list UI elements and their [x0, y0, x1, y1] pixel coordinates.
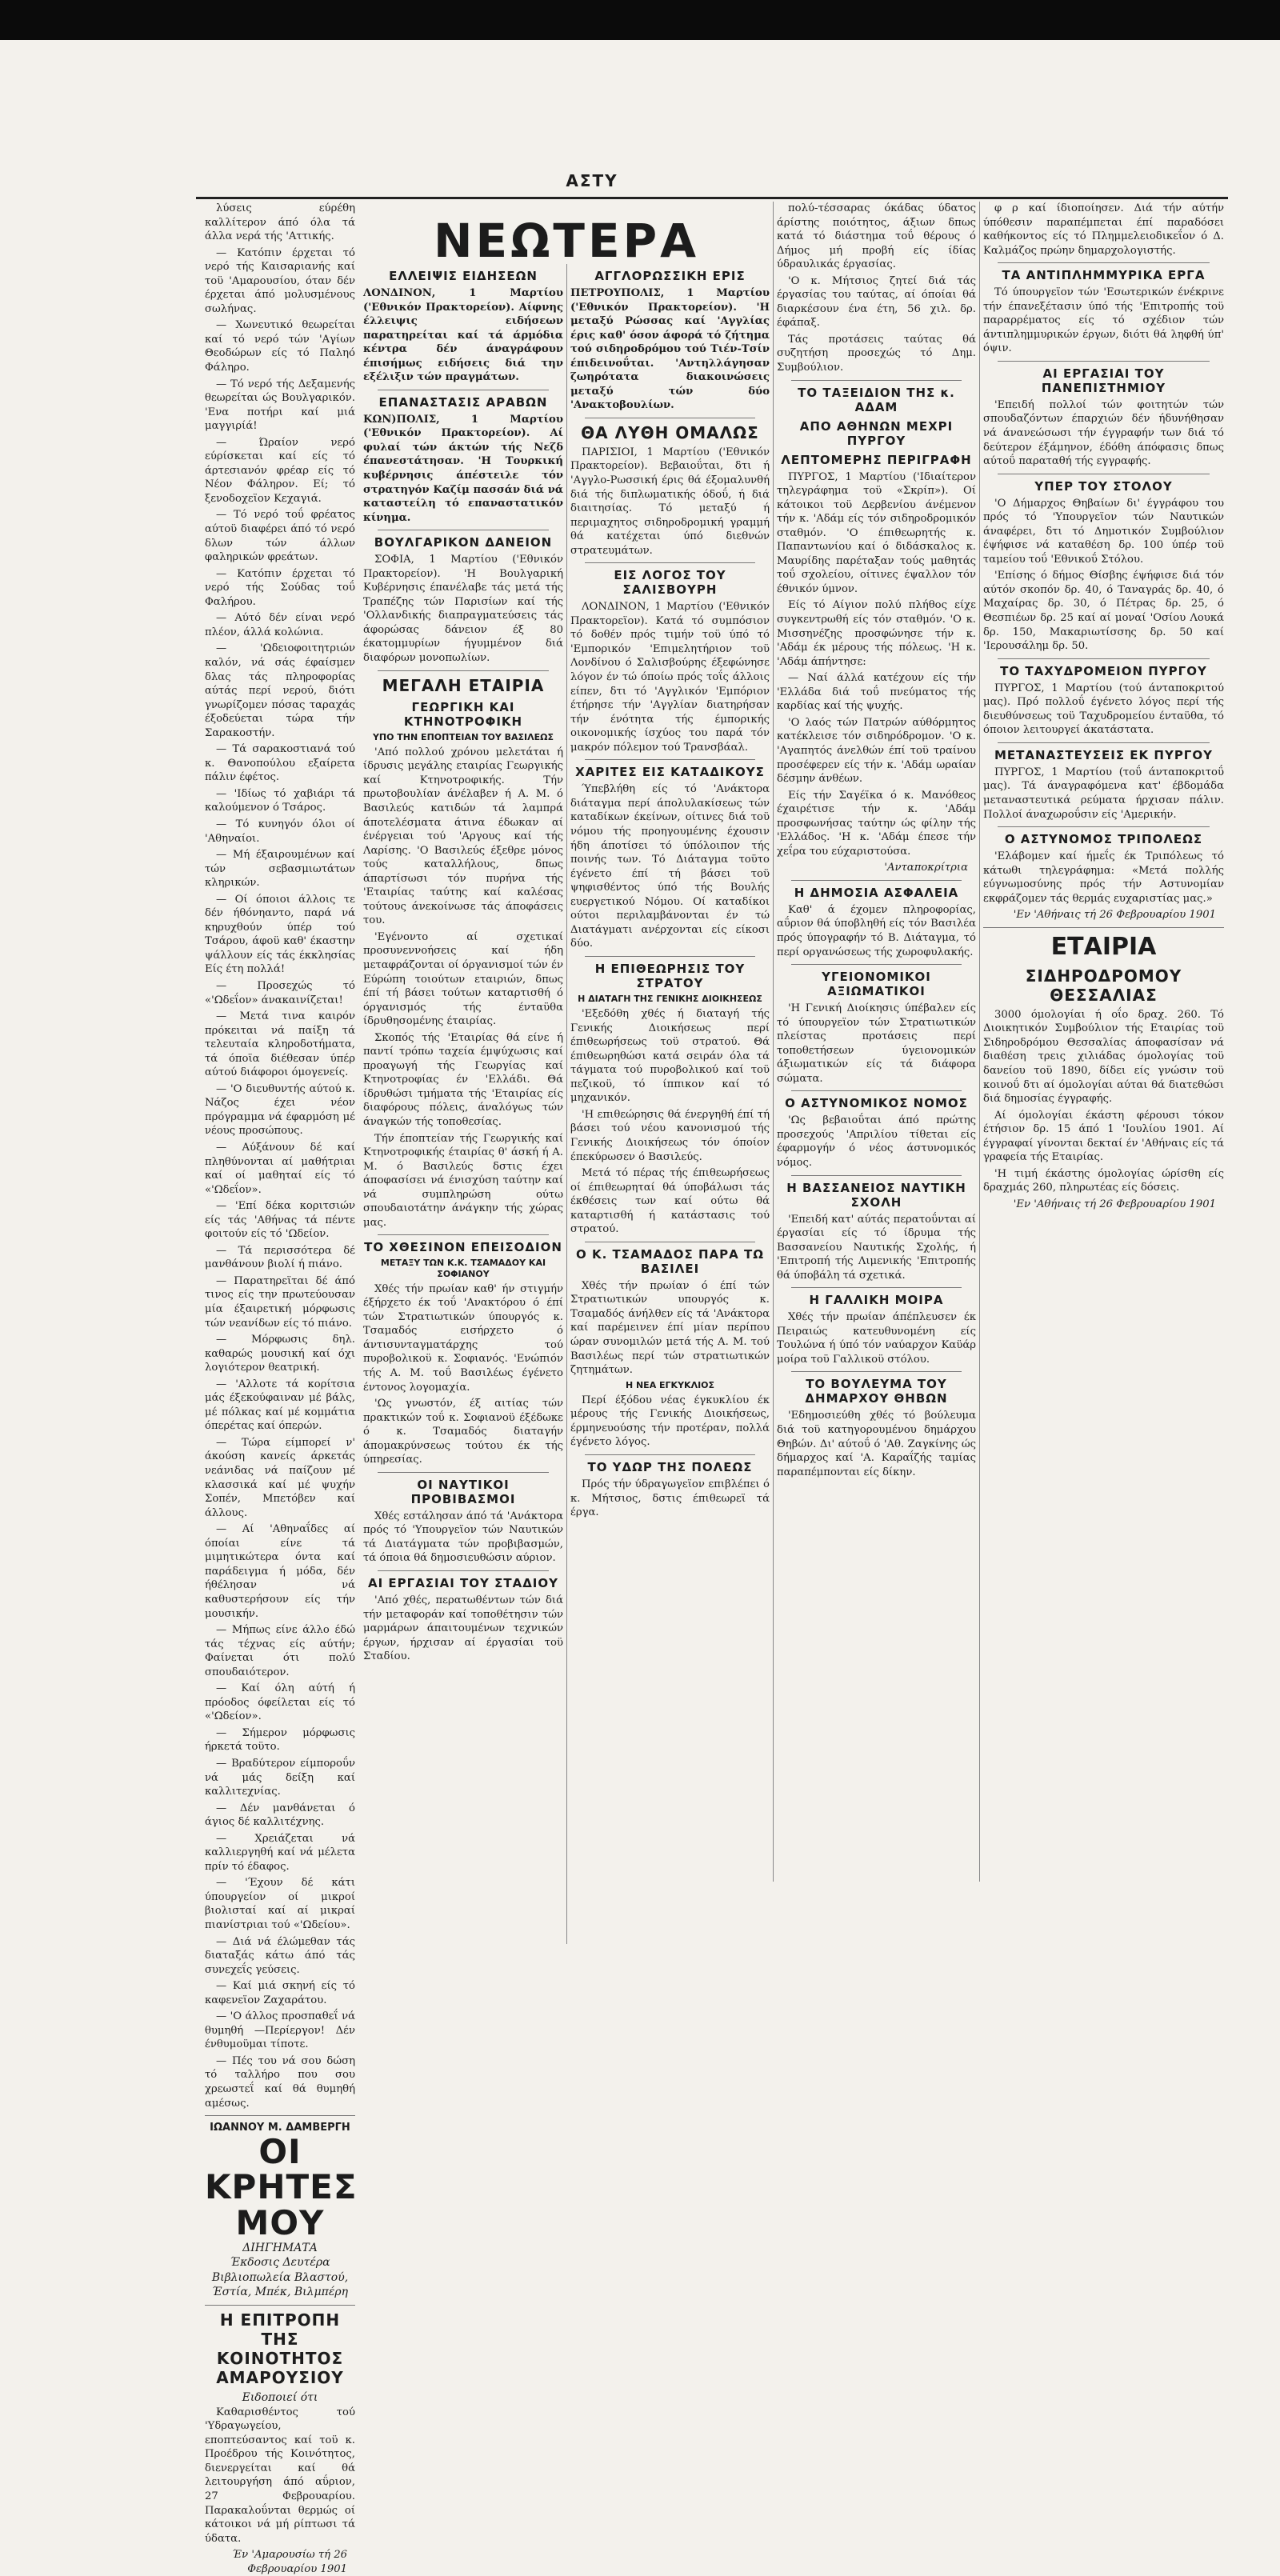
- paragraph: — Προσεχώς τό «'Ωδεΐον» άνακαινίζεται!: [205, 979, 355, 1006]
- headline: ΟΙ ΝΑΥΤΙΚΟΙ ΠΡΟΒΙΒΑΣΜΟΙ: [410, 1477, 516, 1506]
- divider: [998, 361, 1210, 362]
- article-text: Είς τό Αίγιον πολύ πλήθος είχε συγκεντρωθή είς τόν σταθμόν. 'Ο κ. Μισσηνέζης προσφώνησε τήν κ. 'Αδάμ έκ μέρους τής πόλεως. 'Η κ. 'Αδάμ άπήντησε:: [777, 599, 976, 668]
- article-text: 'Η επιθεώρησις θά ένεργηθή έπί τή βάσει τού νέου κανονισμού τής Γενικής Διοικήσεως τόν όποίον έπεκύρωσεν ό Βασιλεύς.: [570, 1108, 770, 1163]
- divider: [378, 1234, 549, 1235]
- divider: [791, 1090, 962, 1091]
- article-text: ΠΥΡΓΟΣ, 1 Μαρτίου (τού άνταποκριτού μας). Πρό πολλοΰ έγένετο λόγος περί τής διευθύνσεως τοϋ Ταχυδρομείου ένταϋθα, τό όποιον λειτουργεί άκατάστατα.: [983, 682, 1224, 737]
- headline-sub: ΛΕΠΤΟΜΕΡΗΣ ΠΕΡΙΓΡΑΦΗ: [781, 452, 972, 467]
- divider: [585, 759, 755, 760]
- article-text: 'Ο κ. Μήτσιος ζητεί διά τάς έργασίας του ταύτας, αί όποίαι θά διαρκέσουν ένα έτη, 56 χιλ. δρ. έφάπαξ.: [777, 274, 976, 330]
- headline: ΤΟ ΤΑΞΕΙΔΙΟΝ ΤΗΣ κ. ΑΔΑΜ: [798, 385, 955, 414]
- paragraph: — 'Ο διευθυντής αύτού κ. Νάζος έχει νέον πρόγραμμα νά έφαρμόση μέ νέους προσώπους.: [205, 1082, 355, 1138]
- article-text: ΚΩΝ)ΠΟΛΙΣ, 1 Μαρτίου ('Εθνικόν Πρακτορείον). Αί φυλαί τών άκτών τής Νεζδ έπανεστάτησαν. 'Η Τουρκική κυβέρνησις άπέστειλε τόν στρατηγόν Καζίμ πασσάν διά νά καταστείλη τό επαναστατικόν κίνημα.: [363, 413, 563, 524]
- article-text: — Ναί άλλά κατέχουν είς τήν 'Ελλάδα διά τοΰ πνεύματος τής καρδίας καί τής ψυχής.: [777, 672, 976, 713]
- headline: ΜΕΤΑΝΑΣΤΕΥΣΕΙΣ ΕΚ ΠΥΡΓΟΥ: [994, 747, 1213, 762]
- divider: [791, 964, 962, 965]
- masthead-rule: [196, 197, 1228, 199]
- headline: ΤΟ ΒΟΥΛΕΥΜΑ ΤΟΥ ΔΗΜΑΡΧΟΥ ΘΗΒΩΝ: [805, 1377, 948, 1406]
- article-text: ΠΕΤΡΟΥΠΟΛΙΣ, 1 Μαρτίου ('Εθνικόν Πρακτορείον). 'Η μεταξύ Ρώσσας καί 'Αγγλίας έρις καθ' όσον άφορά τό ζήτημα τού σιδηροδρόμου τού Τιέν-Τσίν έπιδεινοΰται. 'Αντηλλάγησαν ζωηρότατα διακοινώσεις μεταξύ τών δύο 'Ανακτοβουλίων.: [570, 287, 770, 412]
- paragraph: — 'Ιδίως τό χαβιάρι τά καλούμενον ό Τσάρος.: [205, 787, 355, 814]
- paragraph: — Χωνευτικό θεωρείται καί τό νερό τών 'Αγίων Θεοδώρων είς τό Παληό Φάληρο.: [205, 319, 355, 374]
- article-text: 'Επειδή πολλοί τών φοιτητών τών σπουδαζόντων έπαρχιών δέν ήδυνήθησαν νά άνανεώσωσι τήν έγγραφήν των διά τό δεύτερον έξάμηνον, έδόθη άπόφασις δπως αύτοΰ παραταθή τής εγγραφής.: [983, 398, 1224, 468]
- article-signature: 'Εν 'Αθήναις τή 26 Φεβρουαρίου 1901: [1013, 1198, 1216, 1210]
- paragraph: — Καί όλη αύτή ή πρόοδος όφείλεται είς τό «'Ωδείον».: [205, 1682, 355, 1723]
- article-text: Ύπεβλήθη είς τό 'Ανάκτορα διάταγμα περί άπολυλακίσεως τών καταδίκων έκείνων, οίτινες διά τοϋ νόμου τής προηγουμένης έχουσιν ήδη άποτίσει τό ύπόλοιπον τής ποινής των. Τό Διάταγμα τοϋτο έγένετο έπί τή βάσει τοϋ ψηφισθέντος ύπό τής Βουλής ευεργετικού Νόμου. Οί καταδίκοι ούτοι περιλαμβάνονται έν τώ Διατάγματι ανέρχονται είς είκοσι δύο.: [570, 783, 770, 950]
- headline: ΕΛΛΕΙΨΙΣ ΕΙΔΗΣΕΩΝ: [389, 269, 538, 283]
- article-signature: 'Εν 'Αθήναις τή 26 Φεβρουαρίου 1901: [1013, 909, 1216, 922]
- article-text: 3000 όμολογίαι ή οΐο δραχ. 260. Τό Διοικητικόν Συμβούλιον τής Εταιρίας τοϋ Σιδηροδρόμου Θεσσαλίας άποφασίσαν νά διαθέση τρεις χιλιάδας όμολογίας τοϋ δανείου τοϋ 1890, δίδει είς γνώσιν τοϋ κοινοΰ δτι αί όμολογίαι αύται θά διατεθώσι διά δημοσίας έγγραφής.: [983, 1008, 1224, 1106]
- paragraph: — Αύξάνουν δέ καί πληθύνονται αί μαθήτριαι καί οί μαθηταί είς τό «'Ωδεΐον».: [205, 1142, 355, 1196]
- article-text: Τάς προτάσεις ταύτας θά συζητήση προσεχώς τό Δημ. Συμβούλιον.: [777, 333, 976, 374]
- divider: [791, 880, 962, 881]
- headline: ΑΓΓΛΟΡΩΣΣΙΚΗ ΕΡΙΣ: [594, 269, 746, 283]
- headline-sub: Η ΝΕΑ ΕΓΚΥΚΛΙΟΣ: [625, 1379, 715, 1390]
- headline: ΕΤΑΙΡΙΑ: [1050, 932, 1157, 961]
- paragraph: — Τώρα είμπορεί ν' άκούση κανείς άρκετάς νεάνιδας νά παίζουν μέ κλασσικά καί μέ ψυχήν Σοπέν, Μπετόβεν καί άλλους.: [205, 1436, 355, 1519]
- paragraph: — 'Επί δέκα κοριτσιών είς τάς 'Αθήνας τά πέντε φοιτούν είς τό 'Ωδείον.: [205, 1200, 355, 1241]
- committee-title: Η ΕΠΙΤΡΟΠΗ ΤΗΣ ΚΟΙΝΟΤΗΤΟΣ ΑΜΑΡΟΥΣΙΟΥ: [216, 2310, 344, 2388]
- headline: ΤΟ ΥΔΩΡ ΤΗΣ ΠΟΛΕΩΣ: [587, 1460, 753, 1475]
- column-5: [979, 202, 1227, 1882]
- book-sellers: Βιβλιοπωλεία Βλαστού, Έστία, Μπέκ, Βιλμπέρη: [211, 2270, 349, 2299]
- book-author: ΙΩΑΝΝΟΥ Μ. ΔΑΜΒΕΡΓΗ: [210, 2122, 350, 2134]
- paragraph: — Οί όποιοι άλλοις τε δέν ήθόνηαντο, παρά νά κηρυχθούν ύπέρ τού Τσάρου, άφοϋ καθ' έκαστην ψάλλουν είς τάς έκκλησίας Είς έτη πολλά!: [205, 893, 355, 976]
- article-text: Χθές εστάλησαν άπό τά 'Ανάκτορα πρός τό 'Υπουργεϊον τών Ναυτικών τά Διατάγματα τών προβιβασμών, τά όποια θά δημοσιευθώσιν αύριον.: [363, 1510, 563, 1565]
- column-4: [773, 202, 979, 1882]
- divider: [791, 1287, 962, 1288]
- article-text: Περί έξόδου νέας έγκυκλίου έκ μέρους τής Γενικής Διοικήσεως, έρμηνευούσης τήν προτέραν, πολλά έγένετο λόγος.: [570, 1394, 770, 1449]
- column-2: [360, 264, 566, 1944]
- article-text: 'Η τιμή έκάστης όμολογίας ώρίσθη είς δραχμάς 260, πληρωτέας είς δόσεις.: [983, 1167, 1224, 1194]
- article-text: ΣΟΦΙΑ, 1 Μαρτίου ('Εθνικόν Πρακτορείον). 'Η Βουλγαρική Κυβέρνησις έπανέλαβε τάς μετά τής Τραπέζης τών Παρισίων καί τής 'Ολλανδικής διαπραγματεύσεις τάς άφορώσας δάνειον έξ 80 έκατομμυρίων ήγυμμένον διά διαφόρων μονοπωλίων.: [363, 554, 563, 665]
- headline: ΤΟ ΧΘΕΣΙΝΟΝ ΕΠΕΙΣΟΔΙΟΝ: [364, 1240, 562, 1255]
- committee-text: Καθαρισθέντος τού 'Υδραγωγείου, εποπτεύσαντος καί τοϋ κ. Προέδρου τής Κοινότητος, διενεργείται καί θά λειτουργήση άπό αΰριον, 27 Φεβρουαρίου. Παρακαλοΰνται θερμώς οί κάτοικοι νά μή ρίπτωσι τά ύδατα.: [205, 2406, 355, 2545]
- article-text: Τό ύπουργεϊον τών 'Εσωτερικών ένέκρινε τήν έπανεξέτασιν ύπό τής 'Επιτροπής τοϋ παραρρέματος είς τό σχέδιον τών άντιπλημμυρικών έργων, διότι θά ληφθή ύπ' όψιν.: [983, 286, 1224, 355]
- headline: ΥΠΕΡ ΤΟΥ ΣΤΟΛΟΥ: [1034, 478, 1173, 494]
- paragraph: — Κατόπιν έρχεται τό νερό τής Σούδας τοΰ Φαλήρου.: [205, 567, 355, 608]
- divider: [585, 956, 755, 957]
- headline: ΘΑ ΛΥΘΗ ΟΜΑΛΩΣ: [581, 422, 759, 442]
- headline: Η ΓΑΛΛΙΚΗ ΜΟΙΡΑ: [809, 1293, 944, 1308]
- divider: [998, 826, 1210, 827]
- paragraph: — Παρατηρεϊται δέ άπό τινος είς την πρωτεύουσαν μία έξαιρετική μόρφωσις τών νεανίδων είς τό πιάνο.: [205, 1274, 355, 1330]
- article-text: ΛΟΝΔΙΝΟΝ, 1 Μαρτίου ('Εθνικόν Πρακτορεϊον). Κατά τό συμπόσιον τό δοθέν πρός τιμήν τοϋ ύπό τό 'Εμπορικόν 'Επιμελητήριον τοϋ Λονδίνου ό Σαλισβούρης έξεφώνησε λόγον έν τώ όποίω πρός τοΐς άλλοις είπεν, δτι τό 'Αγγλικόν 'Εμπόριον έτήρησε τήν 'Αγγλίαν διατηρήσαν τήν ένότητα τής έμπορικής οικονομικής ίσχύος του παρά τόν μακρόν πόλεμον τού Τρανσβάαλ.: [570, 601, 770, 754]
- article-text: Χθές τήν πρωίαν καθ' ήν στιγμήν έξήρχετο έκ τοΰ 'Ανακτόρου ό έπί τών Στρατιωτικών ύπουργός κ. Τσαμαδός εισήρχετο ό άντισυνταγματάρχης τού πυροβολικοϋ κ. Σοφιανός. 'Ενώπιόν τής Α. Μ. τοΰ Βασιλέως έγένετο έντονος λογομαχία.: [363, 1282, 563, 1394]
- paragraph: — Μή έξαιρουμένων καί τών σεβασμιωτάτων κληρικών.: [205, 849, 355, 890]
- headline: Ο Κ. ΤΣΑΜΑΔΟΣ ΠΑΡΑ ΤΩ ΒΑΣΙΛΕΙ: [576, 1246, 764, 1276]
- committee-subtitle: Ειδοποιεί ότι: [242, 2391, 318, 2405]
- paragraph: — 'Έχουν δέ κάτι ύπουργείον οί μικροί βιολισταί καί αί μικραί πιανίστριαι τού «'Ωδείου».: [205, 1877, 355, 1931]
- paragraph: — Βραδύτερον είμποροΰν νά μάς δείξη καί καλλιτεχνίας.: [205, 1757, 355, 1798]
- paragraph: — Δέν μανθάνεται ό άγιος δέ καλλιτέχνης.: [205, 1802, 355, 1829]
- paragraph: — Τό κυνηγόν όλοι οί 'Αθηναίοι.: [205, 818, 355, 845]
- headline: ΕΠΑΝΑΣΤΑΣΙΣ ΑΡΑΒΩΝ: [378, 394, 548, 410]
- article-text: Χθές τήν πρωίαν άπέπλευσεν έκ Πειραιώς κατευθυνομένη είς Τουλώνα ή ύπό τόν ναύαρχον Καϋάρ μοίρα τοϋ Γαλλικοϋ στόλου.: [777, 1311, 976, 1366]
- headline: ΤΑ ΑΝΤΙΠΛΗΜΜΥΡΙΚΑ ΕΡΓΑ: [1002, 268, 1206, 283]
- headline: ΜΕΓΑΛΗ ΕΤΑΙΡΙΑ: [382, 675, 545, 695]
- headline-sub: ΓΕΩΡΓΙΚΗ ΚΑΙ ΚΤΗΝΟΤΡΟΦΙΚΗ: [403, 699, 523, 729]
- page-mark: ΑΣΤΥ: [566, 171, 618, 190]
- paragraph: — Χρειάζεται νά καλλιεργηθή καί νά μέλετα πρίν τό έδαφος.: [205, 1832, 355, 1873]
- paragraph: — 'Ο άλλος προσπαθεΐ νά θυμηθή —Περίεργον! Δέν ένθυμοϋμαι τίποτε.: [205, 2010, 355, 2051]
- divider: [378, 1570, 549, 1571]
- article-text: 'Εδημοσιεύθη χθές τό βούλευμα διά τοϋ κατηγορουμένου δημάρχου Θηβών. Δι' αύτοΰ ό 'Αθ. Ζαγκίνης ώς δήμαρχος καί 'Α. Καραΐζής ταμίας παραπέμπονται είς δίκην.: [777, 1410, 976, 1478]
- article-text: 'Επίσης ό δήμος Θίσβης έψήφισε διά τόν αύτόν σκοπόν δρ. 40, ό Ταναγράς δρ. 40, ό Μαχαίρας δρ. 30, ό Πέτρας δρ. 25, ό Θεσπιέων δρ. 25 καί αί μοναί 'Οσίου Λουκά δρ. 150, Μακαριωτίσσης δρ. 50 καί 'Ιερουσάλημ δρ. 50.: [983, 570, 1224, 653]
- article-text: ΛΟΝΔΙΝΟΝ, 1 Μαρτίου ('Εθνικόν Πρακτορείον). Αίφνης έλλειψις ειδήσεων παρατηρείται καί τά άρμόδια κέντρα δέν άναγράφουν έπισήμως ειδήσεις διά την εξέλιξιν τών πραγμάτων.: [363, 287, 563, 384]
- article-text: Χθές τήν πρωίαν ό έπί τών Στρατιωτικών υπουργός κ. Τσαμαδός άνήλθεν είς τά 'Ανάκτορα καί παρέμεινεν έπί μίαν περίπου ώραν συνομιλών μετά τής Α. Μ. τού Βασιλέως περί τών στρατιωτικών ζητημάτων.: [570, 1279, 770, 1377]
- article-text: 'Η Γενική Διοίκησις ύπέβαλεν είς τό ύπουργεϊον τών Στρατιωτικών πλείστας προτάσεις περί τοποθετήσεων ύγειονομικών άξιωματικών είς τά διάφορα σώματα.: [777, 1002, 976, 1085]
- headline: ΥΓΕΙΟΝΟΜΙΚΟΙ ΑΞΙΩΜΑΤΙΚΟΙ: [822, 970, 931, 999]
- paragraph: — Αί 'Αθηναΐδες αί όποίαι είνε τά μιμητικώτερα όντα καί παράδειγμα ή μόδα, δέν ήθέλησαν νά καθυστερήσουν είς τήν μουσικήν.: [205, 1523, 355, 1620]
- divider: [378, 670, 549, 671]
- headline: ΑΙ ΕΡΓΑΣΙΑΙ ΤΟΥ ΣΤΑΔΙΟΥ: [367, 1576, 559, 1591]
- article-text: 'Εγένοντο αί σχετικαί προσυνεννοήσεις καί ήδη μεταφράζονται οί όργανισμοί τών έν Εύρώπη τοιούτων εταιριών, δπως έπί τή βάσει τούτων καταρτισθή ό όργανισμός τής ένταϋθα ίδρυθησομένης έταιρίας.: [363, 930, 563, 1028]
- article-text: ΠΑΡΙΣΙΟΙ, 1 Μαρτίου ('Εθνικόν Πρακτορείον). Βεβαιοΰται, δτι ή 'Αγγλο-Ρωσσική έρις θά έξομαλυνθή διά τής διπλωματικής όδοΰ, ή διά διαιτησίας. Τό μεταξύ ή περιμαχητος σιδηροδρομική γραμμή θά κατέχεται ύπό διεθνών στρατευμάτων.: [570, 446, 770, 557]
- paragraph: — Μόρφωσις δηλ. καθαρώς μουσική καί όχι λογιότερον θεατρική.: [205, 1334, 355, 1374]
- divider: [791, 380, 962, 381]
- paragraph: — Κατόπιν έρχεται τό νερό τής Καισαριανής καί τοϋ 'Αμαρουσίου, όταν δέν έρχεται άπό μολυσμένους σωλήνας.: [205, 246, 355, 315]
- divider: [998, 742, 1210, 743]
- divider: [998, 262, 1210, 263]
- paragraph: — Αύτό δέν είναι νερό πλέον, άλλά κολώνια.: [205, 612, 355, 638]
- divider: [983, 927, 1224, 928]
- paragraph: — Τά περισσότερα δέ μανθάνουν βιολί ή πιάνο.: [205, 1244, 355, 1271]
- article-text: φ ρ καί ίδιοποίησεν. Διά τήν αύτήν ύπόθεσιν παραπέμπεται έπί παραδόσει καθήκοντος είς τό Πλημμελειοδικεΐον ό Δ. Καλμάζος πρώην δημαρχολογιστής.: [983, 202, 1224, 257]
- divider: [205, 2115, 355, 2116]
- headline: ΑΙ ΕΡΓΑΣΙΑΙ ΤΟΥ ΠΑΝΕΠΙΣΤΗΜΙΟΥ: [1041, 366, 1166, 395]
- paragraph: λύσεις εύρέθη καλλίτερον άπό όλα τά άλλα νερά τής 'Αττικής.: [205, 202, 355, 243]
- article-text: Αί όμολογίαι έκάστη φέρουσι τόκον έτήσιον δρ. 15 άπό 1 'Ιουλίου 1901. Αί έγγραφαί γίνονται δεκταί έν 'Αθήναις είς τά γραφεία τής Εταιρίας.: [983, 1109, 1224, 1164]
- article-text: 'Ο Δήμαρχος Θηβαίων δι' έγγράφου του πρός τό 'Υπουργεϊον τών Ναυτικών άναφέρει, δτι τό Δημοτικόν Συμβούλιον έψήφισε νά καταθέση δρ. 100 ύπέρ τοϋ ταμείου τοΰ 'Εθνικοΰ Στόλου.: [983, 497, 1224, 566]
- paragraph: — Μετά τινα καιρόν πρόκειται νά παίξη τά τελευταία κληροδοτήματα, τά όποϊα διέθεσαν ύπέρ αύτού διάφοροι όμογενείς.: [205, 1010, 355, 1079]
- headline: Ο ΑΣΤΥΝΟΜΟΣ ΤΡΙΠΟΛΕΩΣ: [1004, 832, 1203, 847]
- headline-sub: ΑΠΟ ΑΘΗΝΩΝ ΜΕΧΡΙ ΠΥΡΓΟΥ: [799, 418, 954, 448]
- book-title: ΟΙ ΚΡΗΤΕΣ ΜΟΥ: [205, 2132, 358, 2242]
- headline: ΕΙΣ ΛΟΓΟΣ ΤΟΥ ΣΑΛΙΣΒΟΥΡΗ: [614, 568, 726, 598]
- article-text: 'Ως γνωστόν, έξ αιτίας τών πρακτικών τοΰ κ. Σοφιανοϋ έξέδωκε ό κ. Τσαμαδός διαταγήν άπομακρύνσεως τούτου έκ τής ύπηρεσίας.: [363, 1398, 563, 1466]
- headline: Η ΕΠΙΘΕΩΡΗΣΙΣ ΤΟΥ ΣΤΡΑΤΟΥ: [594, 961, 746, 990]
- article-signature: 'Ανταποκρίτρια: [884, 862, 968, 874]
- article-text: Μετά τό πέρας τής έπιθεωρήσεως οί έπιθεωρηταί θά ύποβάλωσι τάς έκθέσεις των καί ούτω θά καταρτισθή ή κατάστασις τού στρατού.: [570, 1167, 770, 1236]
- article-text: 'Ο λαός τών Πατρών αύθόρμητος κατέκλεισε τόν σιδηρόδρομον. 'Ο κ. 'Αγαπητός άνελθών έπί τοϋ τραίνου προσέφερεν είς τήν κ. 'Αδάμ ωραίαν δέσμην άνθέων.: [777, 716, 976, 786]
- book-edition: Έκδοσις Δευτέρα: [230, 2256, 330, 2270]
- headline-sub: ΥΠΟ ΤΗΝ ΕΠΟΠΤΕΙΑΝ ΤΟΥ ΒΑΣΙΛΕΩΣ: [372, 731, 554, 742]
- paragraph: — Ώραίον νερό εύρίσκεται καί είς τό άρτεσιανόν φρέαρ είς τό Νέον Φάληρον. Εί; τό ξενοδοχεϊον Κεχαγιά.: [205, 436, 355, 505]
- headline-sub: ΜΕΤΑΞΥ ΤΩΝ Κ.Κ. ΤΣΑΜΑΔΟΥ ΚΑΙ ΣΟΦΙΑΝΟΥ: [380, 1258, 546, 1279]
- article-text: Είς τήν Σαγέϊκα ό κ. Μανόθεος έχαιρέτισε τήν κ. 'Αδάμ προσφωνήσας ταύτην ώς φίλην τής 'Ελλάδος. 'Η κ. 'Αδάμ έπεσε τήν χεΐρα του εύχαριστούσα.: [777, 789, 976, 858]
- divider: [585, 562, 755, 563]
- article-text: 'Από πολλού χρόνου μελετάται ή ίδρυσις μεγάλης εταιρίας Γεωργικής καί Κτηνοτροφικής. Τήν πρωτοβουλίαν άνέλαβεν ή Α. Μ. ό Βασιλεύς κατιδών τά λαμπρά άποτελέσματα άτινα έδωκαν αί ένέργειαι τού 'Αργους καί τής Λαρίσης. 'Ο Βασιλεύς έξεθρε μόνος τούς καταλλήλους, δπως άπαρτίσωσι τόν πυρήνα τής 'Εταιρίας ταύτης καί καλέσας τούτους άνεκοίνωσε τάς άποφάσεις του.: [363, 746, 563, 927]
- col1-paragraphs: [205, 202, 355, 2110]
- paragraph: — Τά σαρακοστιανά τού κ. Θανοπούλου εξαίρετα πάλιν έφέτος.: [205, 743, 355, 784]
- headline: Η ΒΑΣΣΑΝΕΙΟΣ ΝΑΥΤΙΚΗ ΣΧΟΛΗ: [786, 1180, 966, 1210]
- article-text: Σκοπός τής 'Εταιρίας θά είνε ή παντί τρόπω ταχεία έμψύχωσις καί προαγωγή τής Γεωργίας καί Κτηνοτροφίας έν 'Ελλάδι. Θά ίδρυθώσι τμήματα τής 'Εταιρίας είς διαφόρους πόλεις, άναλόγως τών άναγκών τής τοποθεσίας.: [363, 1031, 563, 1128]
- article-text: 'Από χθές, περατωθέντων τών διά τήν μεταφοράν καί τοποθέτησιν τών μαρμάρων άπαιτουμένων τεχνικών έργων, ήρχισαν αί έργασίαι τοϋ Σταδίου.: [363, 1594, 563, 1663]
- divider: [585, 1454, 755, 1455]
- divider: [791, 1175, 962, 1176]
- headline-sub: Η ΔΙΑΤΑΓΗ ΤΗΣ ΓΕΝΙΚΗΣ ΔΙΟΙΚΗΣΕΩΣ: [578, 993, 762, 1004]
- article-text: πολύ-τέσσαρας όκάδας ύδατος άρίστης ποιότητος, άξιων δπως κατά τό διάστημα τοΰ θέρους ό Δήμος μή πρoβή είς ίδίας ύδραυλικάς έργασίας.: [777, 202, 976, 271]
- headline: ΒΟΥΛΓΑΡΙΚΟΝ ΔΑΝΕΙΟΝ: [374, 535, 553, 550]
- paragraph: — Καί μιά σκηνή είς τό καφενεϊον Ζαχαράτου.: [205, 1980, 355, 2006]
- headline: Η ΔΗΜΟΣΙΑ ΑΣΦΑΛΕΙΑ: [794, 885, 959, 900]
- article-text: ΠΥΡΓΟΣ, 1 Μαρτίου (τοΰ άνταποκριτοΰ μας). Τά άναγραφόμενα κατ' έβδομάδα μεταναστευτικά ρεύματα ήρχισαν πάλιν. Πολλοί άναχωροΰσιν είς 'Αμερικήν.: [983, 766, 1224, 821]
- column-3: [566, 264, 773, 1944]
- committee-signed: Έν 'Αμαρουσίω τή 26 Φεβρουαρίου 1901: [232, 2549, 347, 2575]
- scan-top-edge: [0, 0, 1280, 40]
- paragraph: — 'Ωδειοφοιτητριών καλόν, νά σάς έφαίσμεν δλας τάς πληροφορίας αύτάς περί νερού, διότι γνωρίζομεν πόσας ταραχάς έξοδεύεται τώρα τήν Σαρακοστήν.: [205, 642, 355, 739]
- paragraph: — Διά νά έλώμεθαν τάς διαταξάς κάτω άπό τάς συνεχεΐς γεύσεις.: [205, 1935, 355, 1976]
- paragraph: — Πές του νά σου δώση τό ταλλήρο που σου χρεωστεΐ καί θά θυμηθή αμέσως.: [205, 2054, 355, 2110]
- masthead-title: ΝΕΩΤΕΡΑ: [433, 214, 700, 268]
- article-text: ΠΥΡΓΟΣ, 1 Μαρτίου ('Ιδιαίτερον τηλεγράφημα τοϋ «Σκρίπ»). Οί κάτοικοι τοϋ Δερβενίου άνέμενον τήν κ. 'Αδάμ είς τόν σιδηροδρομικόν σταθμόν. 'Ο έπιθεωρητής κ. Παπαντωνίου καί ό διδάσκαλος κ. Μαυρίδης παρέταξαν τούς μαθητάς τοΰ σχολείου, οίτινες έψαλλον τόν έθνικόν ύμνον.: [777, 470, 976, 595]
- divider: [205, 2305, 355, 2306]
- paragraph: — Τό νερό τοΰ φρέατος αύτοϋ διαφέρει άπό τό νερό δλων τών άλλων φαληρικών φρεάτων.: [205, 509, 355, 564]
- divider: [791, 1371, 962, 1372]
- paragraph: — Σήμερον μόρφωσις ήρκετά τοϋτο.: [205, 1726, 355, 1754]
- headline: ΧΑΡΙΤΕΣ ΕΙΣ ΚΑΤΑΔΙΚΟΥΣ: [575, 765, 765, 780]
- headline-sub: ΣΙΔΗΡΟΔΡΟΜΟΥ ΘΕΣΣΑΛΙΑΣ: [1025, 966, 1182, 1005]
- paragraph: — 'Αλλοτε τά κορίτσια μάς έξεκούφαιναν μέ βάλς, μέ πόλκας καί μέ κομμάτια όπερέτας καί όπερών.: [205, 1378, 355, 1433]
- book-subtitle: ΔΙΗΓΗΜΑΤΑ: [242, 2241, 318, 2254]
- article-text: 'Ελάβομεν καί ήμεΐς έκ Τριπόλεως τό κάτωθι τηλεγράφημα: «Μετά πολλής εύγνωμοσύνης πρός τήν Αστυνομίαν εκφράζομεν τάς θερμάς ευχαριστίας μας.»: [983, 850, 1224, 905]
- article-text: Τήν έποπτείαν τής Γεωργικής καί Κτηνοτροφικής έταιρίας θ' άσκή ή Α. Μ. ό Βασιλεύς δστις έχει άποφασίσει νά ένισχύση ταύτην καί νά συμπληρώση ούτω σπουδαιοτάτην άνάγκην τής χώρας μας.: [363, 1132, 563, 1229]
- divider: [998, 658, 1210, 659]
- column-1: [202, 202, 358, 2575]
- article-text: 'Επειδή κατ' αύτάς περατοΰνται αί έργασίαι είς τό ίδρυμα τής Βασσανείου Ναυτικής Σχολής, ή 'Επιτροπή τής Λιμενικής 'Επιτροπής θά ύποβάλη τά σχετικά.: [777, 1213, 976, 1282]
- paragraph: — Τό νερό τής Δεξαμενής θεωρείται ώς Βουλγαρικόν. 'Ενα ποτήρι καί μιά μαγγιρίά!: [205, 378, 355, 433]
- article-text: Πρός τήν ύδραγωγεϊον επιβλέπει ό κ. Μήτσιος, δστις έπιθεωρεϊ τά έργα.: [570, 1478, 770, 1519]
- headline: Ο ΑΣΤΥΝΟΜΙΚΟΣ ΝΟΜΟΣ: [785, 1096, 968, 1111]
- article-text: 'Εξεδόθη χθές ή διαταγή τής Γενικής Διοικήσεως περί έπιθεωρήσεως τοϋ στρατού. Θά έπιθεωρηθώσι κατά σειράν όλα τά τάγματα τού πυροβολικού καί τοϋ πεζικοϋ, τό ίππικον καί τό μηχανικόν.: [570, 1008, 770, 1105]
- paragraph: — Μήπως είνε άλλο έδώ τάς τέχνας είς αύτήν; Φαίνεται ότι πολύ σπουδαιότερον.: [205, 1624, 355, 1678]
- article-text: Καθ' ά έχομεν πληροφορίας, αΰριον θά ύποβληθή είς τόν Βασιλέα πρός ύπογραφήν τό Β. Διάταγμα, τό περί οργανώσεως τής χωροφυλακής.: [777, 903, 976, 958]
- headline: ΤΟ ΤΑΧΥΔΡΟΜΕΙΟΝ ΠΥΡΓΟΥ: [1000, 663, 1207, 678]
- article-text: 'Ως βεβαιοΰται άπό πρώτης προσεχούς 'Απριλίου τίθεται είς έφαρμογήν ό νέος άστυνομικός νόμος.: [777, 1114, 976, 1169]
- divider: [378, 1472, 549, 1473]
